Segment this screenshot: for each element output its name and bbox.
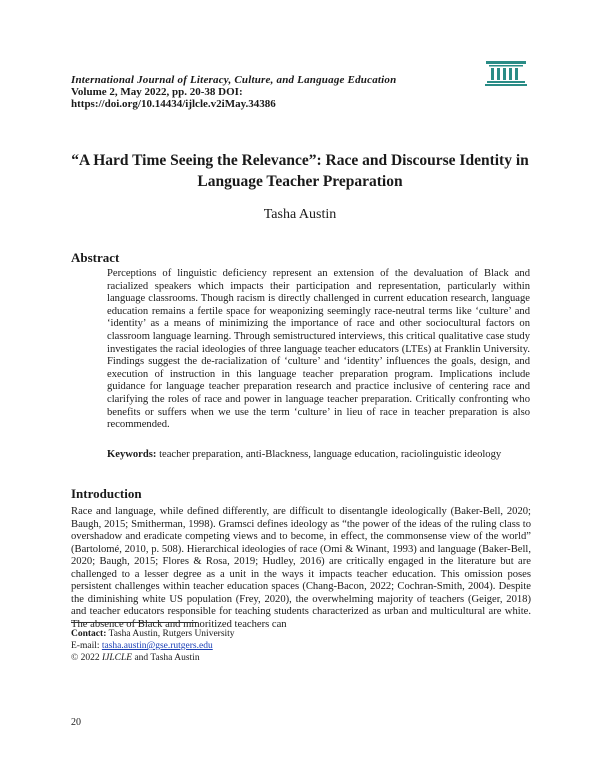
abstract-heading: Abstract (71, 250, 120, 265)
introduction-body: Race and language, while defined differently, are difficult to disentangle ideologically (Baker-Bell, 2020; Baugh, 2015; Smitherman, 1998). Gramsci defines ideology as “the power of the ideas of the ruling class to overshadow and eradicate competing views and to become, in effect, the commonsense view of the world” (Bartolomé, 2010, p. 508). Hierarchical ideologies of race (Omi & Winant, 1993) and language (Baker-Bell, 2020; Baugh, 2015; Flores & Rosa, 2019; Hudley, 2016) are critically engaged in the literature but are challenged to a lesser degree as a unit in the ways it impacts teacher education. This omission poses persistent challenges within teacher education spaces (Chang-Bacon, 2022; Cochran-Smith, 2004). Despite the diminishing white US population (Frey, 2020), the overwhelming majority of teachers (Geiger, 2018) and teacher educators responsible for teaching students characterized as urban and multicultural are white. The absence of Black and minoritized teachers can (71, 506, 531, 630)
journal-name: International Journal of Literacy, Culture, and Language Education (71, 74, 397, 86)
journal-volume: Volume 2, May 2022, pp. 20-38 DOI: (71, 86, 243, 98)
copyright-line (71, 652, 491, 664)
columns-logo-icon (483, 60, 529, 86)
author-name: Tasha Austin (263, 207, 337, 222)
footnote (71, 628, 491, 664)
contact-label: Contact: (71, 629, 107, 639)
introduction-heading: Introduction (71, 486, 142, 501)
email-label: E-mail: (71, 641, 102, 651)
keywords-label: Keywords: (107, 449, 157, 460)
contact-text: Tasha Austin, Rutgers University (106, 629, 235, 639)
contact-line (71, 628, 491, 640)
keywords-text: teacher preparation, anti-Blackness, language education, raciolinguistic ideology (156, 449, 502, 460)
paper-title: “A Hard Time Seeing the Relevance”: Race and Discourse Identity in Language Teacher Preparation (71, 152, 529, 190)
email-line (71, 640, 491, 652)
copyright-suffix: and Tasha Austin (132, 653, 200, 663)
footnote-divider (71, 622, 197, 623)
journal-header (71, 74, 491, 110)
page-number: 20 (71, 717, 81, 728)
journal-doi: https://doi.org/10.14434/ijlcle.v2iMay.34386 (71, 98, 276, 110)
abstract-body: Perceptions of linguistic deficiency represent an extension of the devaluation of Black and racialized speakers which impacts their participation and representation, particularly within language classrooms. Though racism is directly challenged in current education research, language education remains a fertile space for weaponizing seemingly race-neutral terms like ‘culture’ and ‘identity’ as a means of minimizing the importance of race and other sociocultural factors on classroom language learning. Through semistructured interviews, this critical qualitative case study investigates the racial ideologies of three language teacher educators (LTEs) at Franklin University. Findings suggest the de-racialization of ‘culture’ and ‘identity’ influences the goals, design, and execution of instruction in this language teacher preparation program. Implications include guidance for language teacher preparation research and practice inclusive of centering race and clarifying the roles of race and power in language teacher preparation. Critically confronting who benefits or suffers when we use the term ‘culture’ in lieu of race in teacher preparation is also recommended. (107, 268, 530, 431)
email-link[interactable]: tasha.austin@gse.rutgers.edu (101, 641, 213, 651)
copyright-prefix: © 2022 (71, 653, 102, 663)
copyright-journal: IJLCLE (101, 653, 133, 663)
keywords (107, 448, 537, 461)
